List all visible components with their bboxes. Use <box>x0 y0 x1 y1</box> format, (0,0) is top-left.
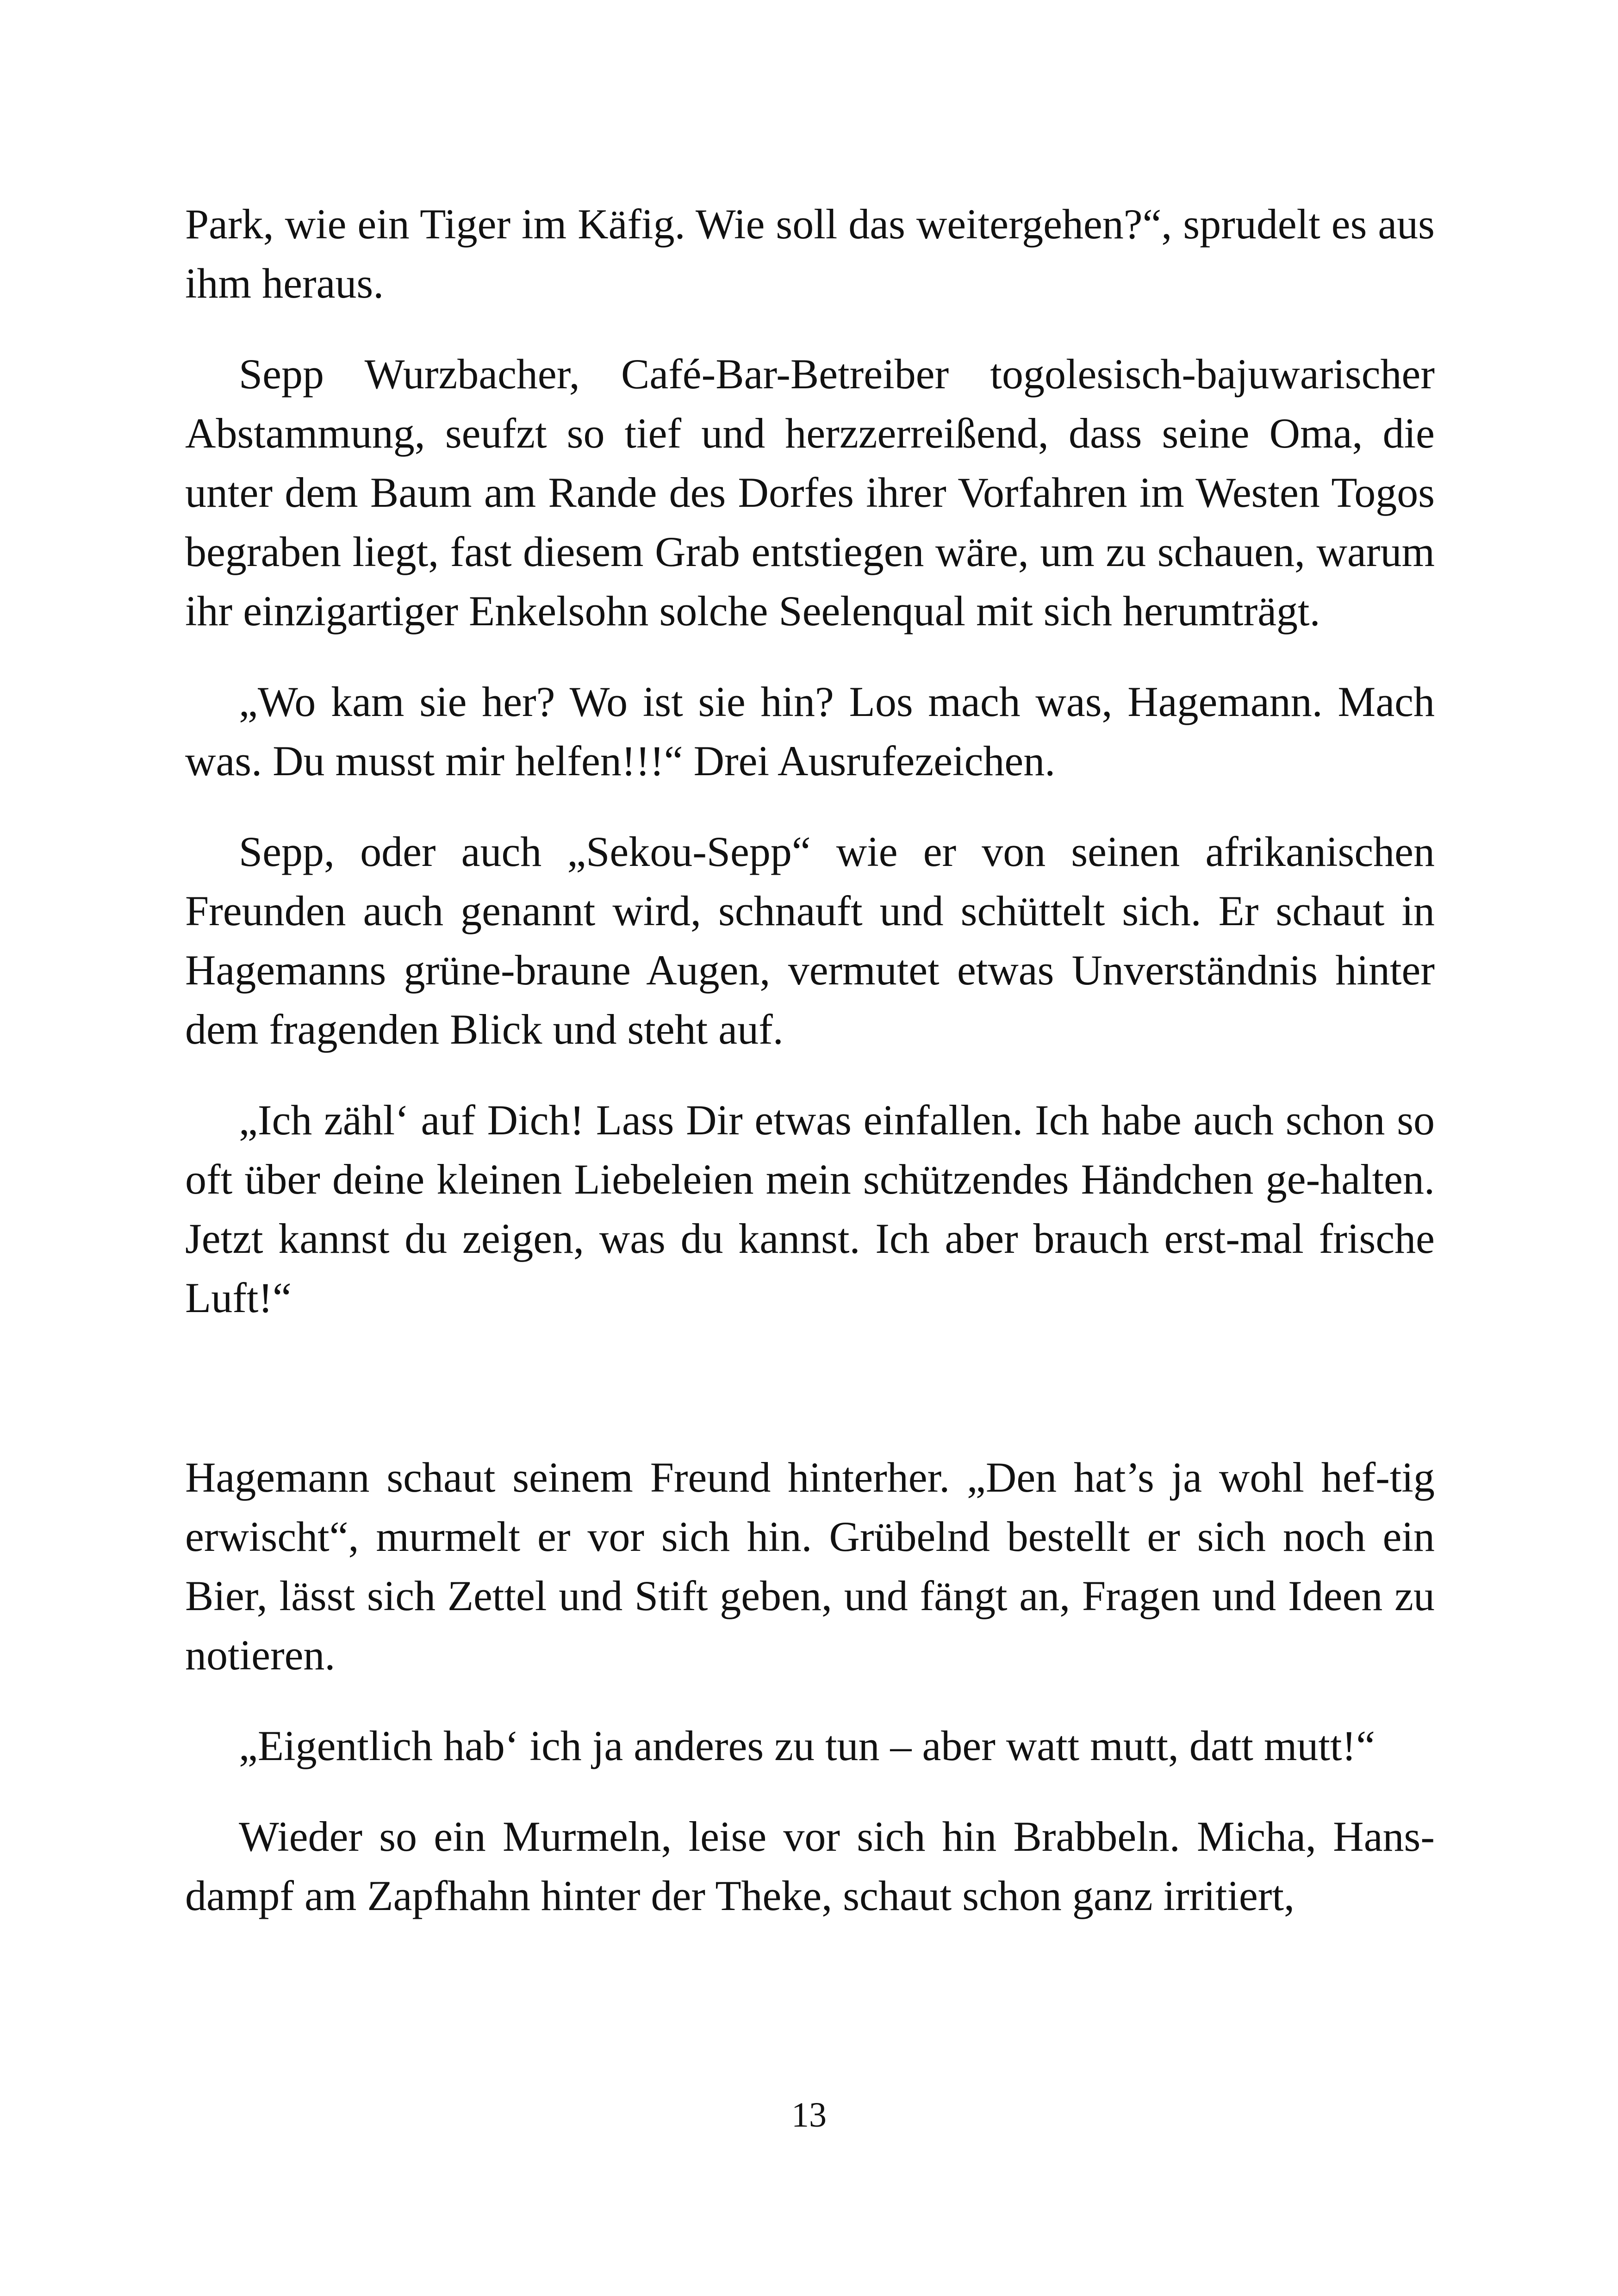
paragraph-continuation: Park, wie ein Tiger im Käfig. Wie soll das weitergehen?“, sprudelt es aus ihm heraus. <box>185 200 1435 307</box>
page-number: 13 <box>791 2096 827 2134</box>
paragraph-dialogue-watt-mutt: „Eigentlich hab‘ ich ja anderes zu tun – aber watt mutt, datt mutt!“ <box>239 1722 1375 1769</box>
paragraph-dialogue-count-on-you: „Ich zähl‘ auf Dich! Lass Dir etwas einfallen. Ich habe auch schon so oft über deine kleinen Liebeleien mein schützendes Händchen ge-halten. Jetzt kannst du zeigen, was du kannst. Ich aber brauch erst-mal frische Luft!“ <box>185 1096 1435 1321</box>
paragraph-dialogue-where: „Wo kam sie her? Wo ist sie hin? Los mach was, Hagemann. Mach was. Du musst mir helfen!!!“ Drei Ausrufezeichen. <box>185 678 1435 784</box>
paragraph-hagemann-looks: Hagemann schaut seinem Freund hinterher. „Den hat’s ja wohl hef-tig erwischt“, murmelt er vor sich hin. Grübelnd bestellt er sich noch ein Bier, lässt sich Zettel und Stift geben, und fängt an, Fragen und Ideen zu notieren. <box>185 1454 1435 1679</box>
body-text <box>185 194 1435 1957</box>
paragraph-murmeln: Wieder so ein Murmeln, leise vor sich hin Brabbeln. Micha, Hans-dampf am Zapfhahn hinter der Theke, schaut schon ganz irritiert, <box>185 1813 1435 1919</box>
paragraph-sekou-sepp: Sepp, oder auch „Sekou-Sepp“ wie er von seinen afrikanischen Freunden auch genannt wird, schnauft und schüttelt sich. Er schaut in Hagemanns grüne-braune Augen, vermutet etwas Unverständnis hinter dem fragenden Blick und steht auf. <box>185 828 1435 1053</box>
paragraph-sepp-sigh: Sepp Wurzbacher, Café-Bar-Betreiber togolesisch-bajuwarischer Abstammung, seufzt so tief und herzzerreißend, dass seine Oma, die unter dem Baum am Rande des Dorfes ihrer Vorfahren im Westen Togos begraben liegt, fast diesem Grab entstiegen wäre, um zu schauen, warum ihr einzigartiger Enkelsohn solche Seelenqual mit sich herumträgt. <box>185 350 1435 635</box>
